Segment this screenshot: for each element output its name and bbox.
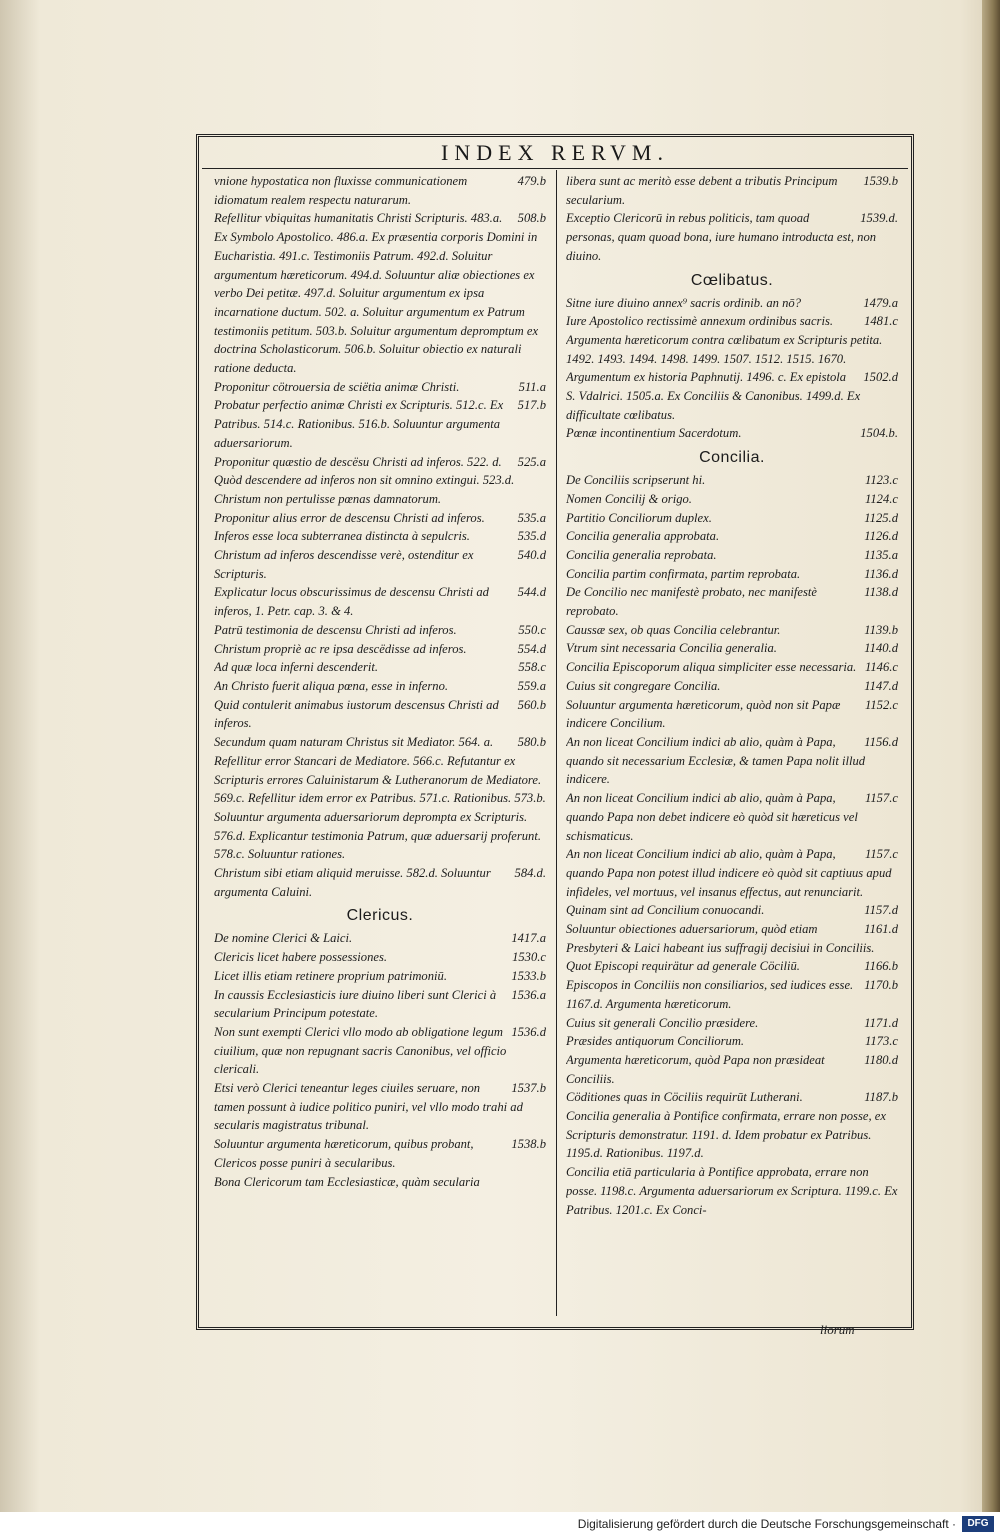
- page-reference: 1146.c: [865, 660, 898, 675]
- entry-text: Ad quæ loca inferni descenderit.: [214, 660, 379, 675]
- page-reference: 1533.b: [511, 968, 546, 983]
- dfg-logo: DFG: [962, 1516, 994, 1532]
- page-reference: 1180.d: [864, 1052, 898, 1067]
- index-entry: [566, 639, 898, 658]
- entry-text: An non liceat Concilium indici ab alio, quàm à Papa, quando sit necessarium Ecclesiæ, & tamen Papa nolit illud indicere.: [566, 734, 866, 787]
- page-reference: 479.b: [517, 174, 546, 188]
- page-reference: 1479.a: [863, 295, 898, 310]
- index-entry: [214, 677, 546, 696]
- page-reference: 1173.c: [865, 1034, 898, 1049]
- entry-text: Concilia Episcoporum aliqua simpliciter esse necessaria.: [566, 660, 857, 675]
- index-entry: [214, 929, 546, 948]
- entry-text: Argumenta hæreticorum contra cœlibatum ex Scripturis petita. 1492. 1493. 1494. 1498. 1499. 1507. 1512. 1515. 1670.: [566, 332, 883, 366]
- index-entry: [566, 583, 898, 620]
- index-entry: [566, 1107, 898, 1163]
- page-reference: 1139.b: [864, 622, 898, 637]
- entry-text: Iure Apostolico rectissimè annexum ordinibus sacris.: [566, 314, 834, 329]
- page-reference: 550.c: [518, 622, 546, 637]
- entry-text: Soluuntur argumenta hæreticorum, quòd non sit Papæ indicere Concilium.: [566, 697, 841, 731]
- section-heading: Concilia.: [699, 449, 765, 467]
- entry-text: Licet illis etiam retinere proprium patrimoniū.: [214, 968, 447, 983]
- entry-text: Christum ad inferos descendisse verè, ostenditur ex Scripturis.: [214, 548, 474, 581]
- page-reference: 1157.c: [865, 791, 898, 806]
- index-entry: [566, 331, 898, 368]
- index-entry: [566, 658, 898, 677]
- entry-text: Inferos esse loca subterranea distincta à sepulcris.: [214, 529, 470, 544]
- entry-text: In caussis Ecclesiasticis iure diuino liberi sunt Clerici à secularium Principum potestate.: [214, 987, 497, 1021]
- entry-text: De Concilio nec manifestè probato, nec manifestè reprobato.: [566, 585, 818, 619]
- index-entry: [566, 696, 898, 733]
- page-reference: 1171.d: [864, 1015, 898, 1030]
- entry-text: An non liceat Concilium indici ab alio, quàm à Papa, quando Papa non debet indicere eò quòd sit hæreticus vel schismaticus.: [566, 791, 858, 843]
- page-reference: 1124.c: [865, 491, 898, 506]
- page-reference: 1481.c: [864, 314, 898, 329]
- entry-text: Argumenta hæreticorum, quòd Papa non præsideat Conciliis.: [566, 1052, 825, 1086]
- entry-text: Quid contulerit animabus iustorum descensus Christi ad inferos.: [214, 697, 499, 731]
- page-reference: 540.d: [517, 548, 546, 563]
- index-entry: [566, 527, 898, 546]
- page-reference: 1537.b: [511, 1081, 546, 1096]
- entry-text: Cöditiones quas in Cöciliis requirūt Lutherani.: [566, 1090, 803, 1105]
- index-entry: [566, 546, 898, 565]
- index-entry: [566, 976, 898, 1013]
- entry-text: An Christo fuerit aliqua pœna, esse in inferno.: [214, 678, 449, 693]
- index-entry: [214, 696, 546, 733]
- entry-text: Clericis licet habere possessiones.: [214, 950, 388, 965]
- page-reference: 1135.a: [864, 547, 898, 562]
- index-entry: [214, 658, 546, 677]
- entry-text: Refellitur vbiquitas humanitatis Christi Scripturis. 483.a. Ex Symbolo Apostolico. 486.a. Ex præsentia corporis Domini in Eucharistia. 491.c. Testimoniis Patrum. 492.d. Soluitur argumentum hæreticorum. 494.d. Soluuntur aliæ obiectiones ex verbo Dei petitæ. 497.d. Soluitur argumentum ex ipsa incarnatione ductum. 502. a. Soluitur argumentum ex Patrum testimoniis petitum. 503.b. Soluitur argumentum depromptum ex doctrina Scholasticorum. 506.b. Soluitur obiectio ex naturali ratione deducta.: [214, 211, 539, 376]
- index-entry: [566, 509, 898, 528]
- index-entry: [566, 845, 898, 901]
- entry-text: Episcopos in Conciliis non consiliarios, sed iudices esse. 1167.d. Argumenta hæreticorum.: [566, 978, 854, 1011]
- page-reference: 544.d: [517, 585, 546, 600]
- index-entry: [214, 378, 546, 397]
- page-reference: 535.a: [517, 510, 546, 525]
- index-entry: [566, 424, 898, 443]
- index-entry: [566, 733, 898, 789]
- index-entry: [214, 640, 546, 659]
- page-reference: 1530.c: [512, 950, 546, 965]
- page-reference: 1502.d: [863, 370, 898, 385]
- page-reference: 1125.d: [864, 510, 898, 525]
- index-entry: [566, 1014, 898, 1033]
- entry-text: Concilia partim confirmata, partim reprobata.: [566, 566, 801, 581]
- index-entry: [214, 967, 546, 986]
- page-reference: 1147.d: [864, 678, 898, 693]
- page-reference: 535.d: [517, 529, 546, 544]
- entry-text: Quinam sint ad Concilium conuocandi.: [566, 903, 765, 918]
- index-entry: [566, 312, 898, 331]
- page-reference: 511.a: [518, 379, 546, 394]
- page-reference: 584.d.: [514, 866, 546, 881]
- entry-text: Bona Clericorum tam Ecclesiasticæ, quàm secularia: [214, 1174, 480, 1189]
- running-head: INDEX RERVM.: [441, 140, 669, 165]
- left-column: [214, 172, 546, 1316]
- right-column: [566, 172, 898, 1316]
- index-entry: [214, 1079, 546, 1135]
- index-entry: [214, 621, 546, 640]
- page-reference: 508.b: [517, 211, 546, 226]
- column-divider: [556, 170, 557, 1316]
- index-entry: [214, 396, 546, 452]
- section-heading: Cœlibatus.: [690, 271, 774, 289]
- entry-text: Etsi verò Clerici teneantur leges ciuiles seruare, non tamen possunt à iudice politico puniri, vel vllo modo trahi ad secularis magistratus tribunal.: [214, 1081, 523, 1133]
- page-reference: 1136.d: [864, 566, 898, 581]
- page-reference: 1504.b.: [860, 426, 898, 441]
- index-entry: [214, 1023, 546, 1079]
- page-reference: 1157.d: [864, 903, 898, 918]
- index-entry: [566, 490, 898, 509]
- index-entry: [214, 948, 546, 967]
- entry-text: Concilia generalia approbata.: [566, 529, 720, 544]
- index-entry: [566, 621, 898, 640]
- head-rule: [202, 168, 908, 169]
- index-entry: [214, 1173, 546, 1192]
- page-reference: 1156.d: [864, 734, 898, 749]
- entry-text: Patrū testimonia de descensu Christi ad inferos.: [214, 622, 457, 637]
- entry-text: An non liceat Concilium indici ab alio, quàm à Papa, quando Papa non potest illud indicere eò quòd sit captiuus apud infideles, vel mortuus, vel insanus effectus, aut renunciarit.: [566, 847, 892, 899]
- page-reference: 517.b: [517, 398, 546, 413]
- index-entry: [566, 957, 898, 976]
- page-reference: 1417.a: [511, 931, 546, 946]
- entry-text: Explicatur locus obscurissimus de descensu Christi ad inferos, 1. Petr. cap. 3. & 4.: [214, 585, 489, 619]
- index-entry: [566, 209, 898, 265]
- entry-text: Soluuntur argumenta hæreticorum, quibus probant, Clericos posse puniri à secularibus.: [214, 1137, 474, 1170]
- entry-text: Christum propriè ac re ipsa descëdisse ad inferos.: [214, 641, 467, 656]
- index-entry: [566, 901, 898, 920]
- entry-text: Argumentum ex historia Paphnutij. 1496. c. Ex epistola S. Vdalrici. 1505.a. Ex Conciliis & Canonibus. 1499.d. Ex difficultate cœlibatus.: [566, 370, 861, 422]
- entry-text: Vtrum sint necessaria Concilia generalia.: [566, 641, 777, 656]
- entry-text: Concilia etiā particularia à Pontifice approbata, errare non posse. 1198.c. Argumenta aduersariorum ex Scriptura. 1199.c. Ex Patribus. 1201.c. Ex Conci-: [566, 1165, 898, 1217]
- entry-text: Quot Episcopi requirätur ad generale Cöciliū.: [566, 959, 800, 974]
- page-reference: 560.b: [517, 697, 546, 712]
- index-entry: [214, 453, 546, 509]
- page-reference: 1539.d.: [860, 211, 898, 226]
- index-entry: [214, 1135, 546, 1172]
- entry-text: Cuius sit congregare Concilia.: [566, 678, 721, 693]
- page-reference: 554.d: [517, 641, 546, 656]
- entry-text: Proponitur quæstio de descësu Christi ad inferos. 522. d. Quòd descendere ad inferos non sit omnino extingui. 523.d. Christum non pertulisse pœnas damnatorum.: [214, 454, 515, 506]
- entry-text: Nomen Concilij & origo.: [566, 491, 692, 506]
- page-reference: 1152.c: [865, 697, 898, 712]
- entry-text: Sitne iure diuino annex⁹ sacris ordinib. an nō?: [566, 295, 802, 310]
- page-reference: 1138.d: [864, 585, 898, 600]
- entry-text: Christum sibi etiam aliquid meruisse. 582.d. Soluuntur argumenta Caluini.: [214, 866, 491, 899]
- entry-text: Pœnæ incontinentium Sacerdotum.: [566, 426, 742, 441]
- index-entry: [566, 471, 898, 490]
- section-heading: Clericus.: [346, 907, 414, 925]
- page-reference: 1539.b: [863, 174, 898, 188]
- page-reference: 1166.b: [864, 959, 898, 974]
- entry-text: vnione hypostatica non fluxisse communicationem idiomatum realem respectu naturarum.: [214, 174, 468, 207]
- index-entry: [566, 368, 898, 424]
- index-entry: [566, 789, 898, 845]
- index-entry: [214, 509, 546, 528]
- index-entry: [566, 565, 898, 584]
- entry-text: libera sunt ac meritò esse debent a tributis Principum secularium.: [566, 174, 838, 207]
- page-reference: 559.a: [517, 678, 546, 693]
- index-entry: [214, 546, 546, 583]
- entry-text: Proponitur cötrouersia de sciëtia animæ Christi.: [214, 379, 460, 394]
- entry-text: Probatur perfectio animæ Christi ex Scripturis. 512.c. Ex Patribus. 514.c. Rationibus. 516.b. Soluuntur argumenta aduersariorum.: [214, 398, 504, 450]
- page-reference: 1123.c: [865, 473, 898, 488]
- page-reference: 1187.b: [864, 1090, 898, 1105]
- page-reference: 1538.b: [511, 1137, 546, 1152]
- footer-bar: [0, 1512, 1000, 1536]
- page-reference: 525.a: [517, 454, 546, 469]
- entry-text: Concilia generalia à Pontifice confirmata, errare non posse, ex Scripturis demonstratur. 1191. d. Idem probatur ex Patribus. 1195.d. Rationibus. 1197.d.: [566, 1109, 886, 1161]
- index-entry: [566, 1032, 898, 1051]
- entry-text: Proponitur alius error de descensu Christi ad inferos.: [214, 510, 485, 525]
- entry-text: De Conciliis scripserunt hi.: [566, 473, 706, 488]
- page-reference: 1157.c: [865, 847, 898, 862]
- index-entry: [566, 294, 898, 313]
- entry-text: Soluuntur obiectiones aduersariorum, quòd etiam Presbyteri & Laici habeant ius suffragij decisiui in Conciliis.: [566, 922, 875, 955]
- index-entry: [214, 733, 546, 864]
- page-reference: 1161.d: [864, 922, 898, 937]
- entry-text: Caussæ sex, ob quas Concilia celebrantur.: [566, 622, 781, 637]
- entry-text: Concilia generalia reprobata.: [566, 547, 717, 562]
- index-entry: [214, 583, 546, 620]
- footer-text: Digitalisierung gefördert durch die Deutsche Forschungsgemeinschaft ·: [577, 1517, 956, 1531]
- book-spine: [982, 0, 1000, 1512]
- page-reference: 1126.d: [864, 529, 898, 544]
- entry-text: Secundum quam naturam Christus sit Mediator. 564. a. Refellitur error Stancari de Mediatore. 566.c. Refutantur ex Scripturis errores Caluinistarum & Lutheranorum de Mediatore. 569.c. Refellitur idem error ex Patribus. 571.c. Rationibus. 573.b. Soluuntur argumenta aduersariorum deprompta ex Scripturis. 576.d. Explicantur testimonia Patrum, quæ aduersarij proferunt. 578.c. Soluuntur rationes.: [214, 735, 546, 862]
- index-entry: [566, 920, 898, 957]
- index-entry: [214, 864, 546, 901]
- index-entry: [566, 172, 898, 209]
- index-entry: [566, 1163, 898, 1219]
- index-entry: [566, 1088, 898, 1107]
- index-entry: [214, 527, 546, 546]
- index-entry: [214, 986, 546, 1023]
- entry-text: Cuius sit generali Concilio præsidere.: [566, 1015, 759, 1030]
- page-reference: 1170.b: [864, 978, 898, 993]
- page-reference: 1140.d: [864, 641, 898, 656]
- entry-text: Non sunt exempti Clerici vllo modo ab obligatione legum ciuilium, quæ non repugnant sacris Canonibus, vel officio clericali.: [214, 1024, 507, 1077]
- entry-text: Partitio Conciliorum duplex.: [566, 510, 712, 525]
- entry-text: Præsides antiquorum Conciliorum.: [566, 1034, 745, 1049]
- index-entry: [214, 209, 546, 377]
- entry-text: Exceptio Clericorū in rebus politicis, tam quoad personas, quam quoad bona, iure humano introducta est, non diuino.: [566, 211, 877, 263]
- index-entry: [566, 677, 898, 696]
- catchword: liorum: [820, 1322, 855, 1337]
- page-reference: 558.c: [518, 660, 546, 675]
- page-reference: 1536.a: [511, 987, 546, 1002]
- page-reference: 580.b: [517, 735, 546, 750]
- index-entry: [214, 172, 546, 209]
- page-reference: 1536.d: [511, 1024, 546, 1039]
- index-entry: [566, 1051, 898, 1088]
- entry-text: De nomine Clerici & Laici.: [214, 931, 353, 946]
